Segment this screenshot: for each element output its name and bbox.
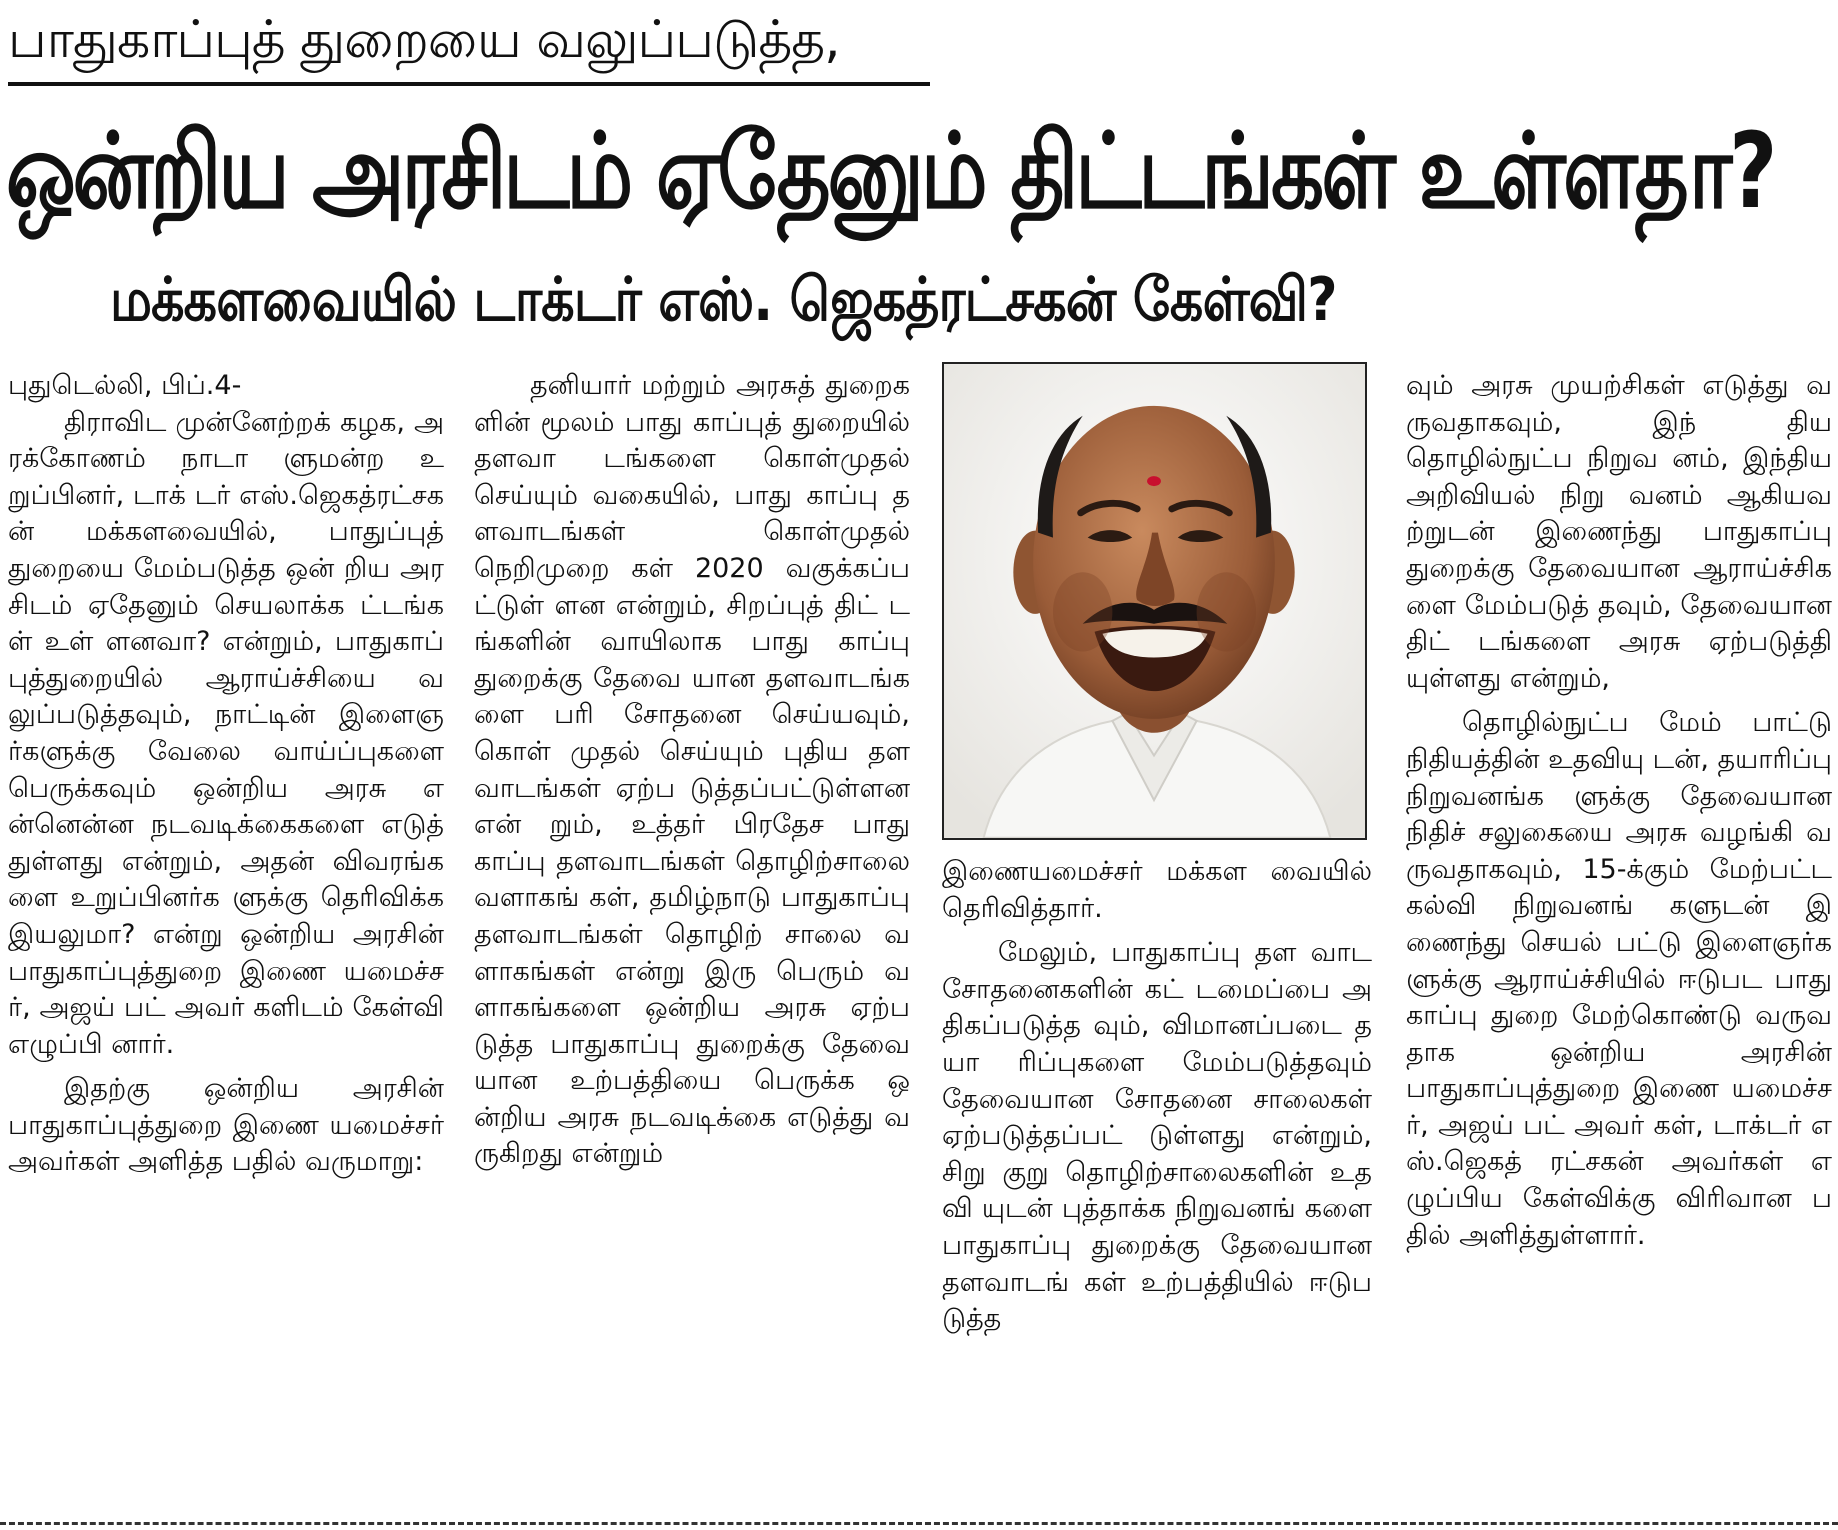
article-column-3 bbox=[942, 854, 1372, 1519]
sub-headline: மக்களவையில் டாக்டர் எஸ். ஜெகத்ரட்சகன் கேள்வி? bbox=[110, 265, 1337, 335]
kicker-headline: பாதுகாப்புத் துறையை வலுப்படுத்த, bbox=[8, 10, 840, 70]
col1-paragraph-2: இதற்கு ஒன்றிய அரசின் பாதுகாப்புத்துறை இணை யமைச்சர் அவர்கள் அளித்த பதில் வருமாறு: bbox=[8, 1073, 444, 1178]
article-column-1 bbox=[8, 368, 444, 1518]
col3-paragraph-1: இணையமைச்சர் மக்கள வையில் தெரிவித்தார். bbox=[942, 856, 1372, 924]
main-headline: ஒன்றிய அரசிடம் ஏதேனும் திட்டங்கள் உள்ளதா? bbox=[6, 110, 1775, 232]
dateline: புதுடெல்லி, பிப்.4- bbox=[8, 370, 242, 401]
col4-paragraph-1: வும் அரசு முயற்சிகள் எடுத்து வருவதாகவும், இந் திய தொழில்நுட்ப நிறுவ னம், இந்திய அறிவியல் நிறு வனம் ஆகியவற்றுடன் இணைந்து பாதுகாப்பு துறைக்கு தேவையான ஆராய்ச்சிகளை மேம்படுத் தவும், தேவையான திட் டங்களை அரசு ஏற்படுத்தி யுள்ளது என்றும், bbox=[1406, 370, 1832, 694]
portrait-photo bbox=[942, 362, 1367, 840]
bottom-dashed-rule bbox=[0, 1522, 1838, 1525]
article-column-4 bbox=[1406, 368, 1832, 1518]
kicker-underline bbox=[8, 82, 930, 86]
portrait-illustration bbox=[944, 364, 1365, 838]
col2-paragraph-1: தனியார் மற்றும் அரசுத் துறைகளின் மூலம் பாது காப்புத் துறையில் தளவா டங்களை கொள்முதல் செய்யும் வகையில், பாது காப்பு தளவாடங்கள் கொள்முதல் நெறிமுறை கள் 2020 வகுக்கப்பட்டுள் ளன என்றும், சிறப்புத் திட் டங்களின் வாயிலாக பாது காப்பு துறைக்கு தேவை யான தளவாடங்களை பரி சோதனை செய்யவும், கொள் முதல் செய்யும் புதிய தளவாடங்கள் ஏற்ப டுத்தப்பட்டுள்ளன என் றும், உத்தர் பிரதேச பாது காப்பு தளவாடங்கள் தொழிற்சாலை வளாகங் கள், தமிழ்நாடு பாதுகாப்பு தளவாடங்கள் தொழிற் சாலை வளாகங்கள் என்று இரு பெரும் வளாகங்களை ஒன்றிய அரசு ஏற்படுத்த பாதுகாப்பு துறைக்கு தேவை யான உற்பத்தியை பெருக்க ஒன்றிய அரசு நடவடிக்கை எடுத்து வருகிறது என்றும் bbox=[474, 370, 910, 1170]
col3-paragraph-2: மேலும், பாதுகாப்பு தள வாட சோதனைகளின் கட் டமைப்பை அதிகப்படுத்த வும், விமானப்படை தயா ரிப்புகளை மேம்படுத்தவும் தேவையான சோதனை சாலைகள் ஏற்படுத்தப்பட் டுள்ளது என்றும், சிறு குறு தொழிற்சாலைகளின் உதவி யுடன் புத்தாக்க நிறுவனங் களை பாதுகாப்பு துறைக்கு தேவையான தளவாடங் கள் உற்பத்தியில் ஈடுபடுத்த bbox=[942, 937, 1372, 1335]
article-column-2 bbox=[474, 368, 910, 1518]
col1-paragraph-1: திராவிட முன்னேற்றக் கழக, அரக்கோணம் நாடா ளுமன்ற உறுப்பினர், டாக் டர் எஸ்.ஜெகத்ரட்சகன் மக்களவையில், பாதுப்புத் துறையை மேம்படுத்த ஒன் றிய அரசிடம் ஏதேனும் செயலாக்க ட்டங்கள் உள் ளனவா? என்றும், பாதுகாப் புத்துறையில் ஆராய்ச்சியை வலுப்படுத்தவும், நாட்டின் இளைஞர்களுக்கு வேலை வாய்ப்புகளை பெருக்கவும் ஒன்றிய அரசு என்னென்ன நடவடிக்கைகளை எடுத் துள்ளது என்றும், அதன் விவரங்களை உறுப்பினர்க ளுக்கு தெரிவிக்க இயலுமா? என்று ஒன்றிய அரசின் பாதுகாப்புத்துறை இணை யமைச்சர், அஜய் பட் அவர் களிடம் கேள்வி எழுப்பி னார். bbox=[8, 406, 444, 1060]
col4-paragraph-2: தொழில்நுட்ப மேம் பாட்டு நிதியத்தின் உதவியு டன், தயாரிப்பு நிறுவனங்க ளுக்கு தேவையான நிதிச் சலுகையை அரசு வழங்கி வருவதாகவும், 15-க்கும் மேற்பட்ட கல்வி நிறுவனங் களுடன் இணைந்து செயல் பட்டு இளைஞர்களுக்கு ஆராய்ச்சியில் ஈடுபட பாது காப்பு துறை மேற்கொண்டு வருவதாக ஒன்றிய அரசின் பாதுகாப்புத்துறை இணை யமைச்சர், அஜய் பட் அவர் கள், டாக்டர் எஸ்.ஜெகத் ரட்சகன் அவர்கள் எழுப்பிய கேள்விக்கு விரிவான பதில் அளித்துள்ளார். bbox=[1406, 707, 1832, 1251]
